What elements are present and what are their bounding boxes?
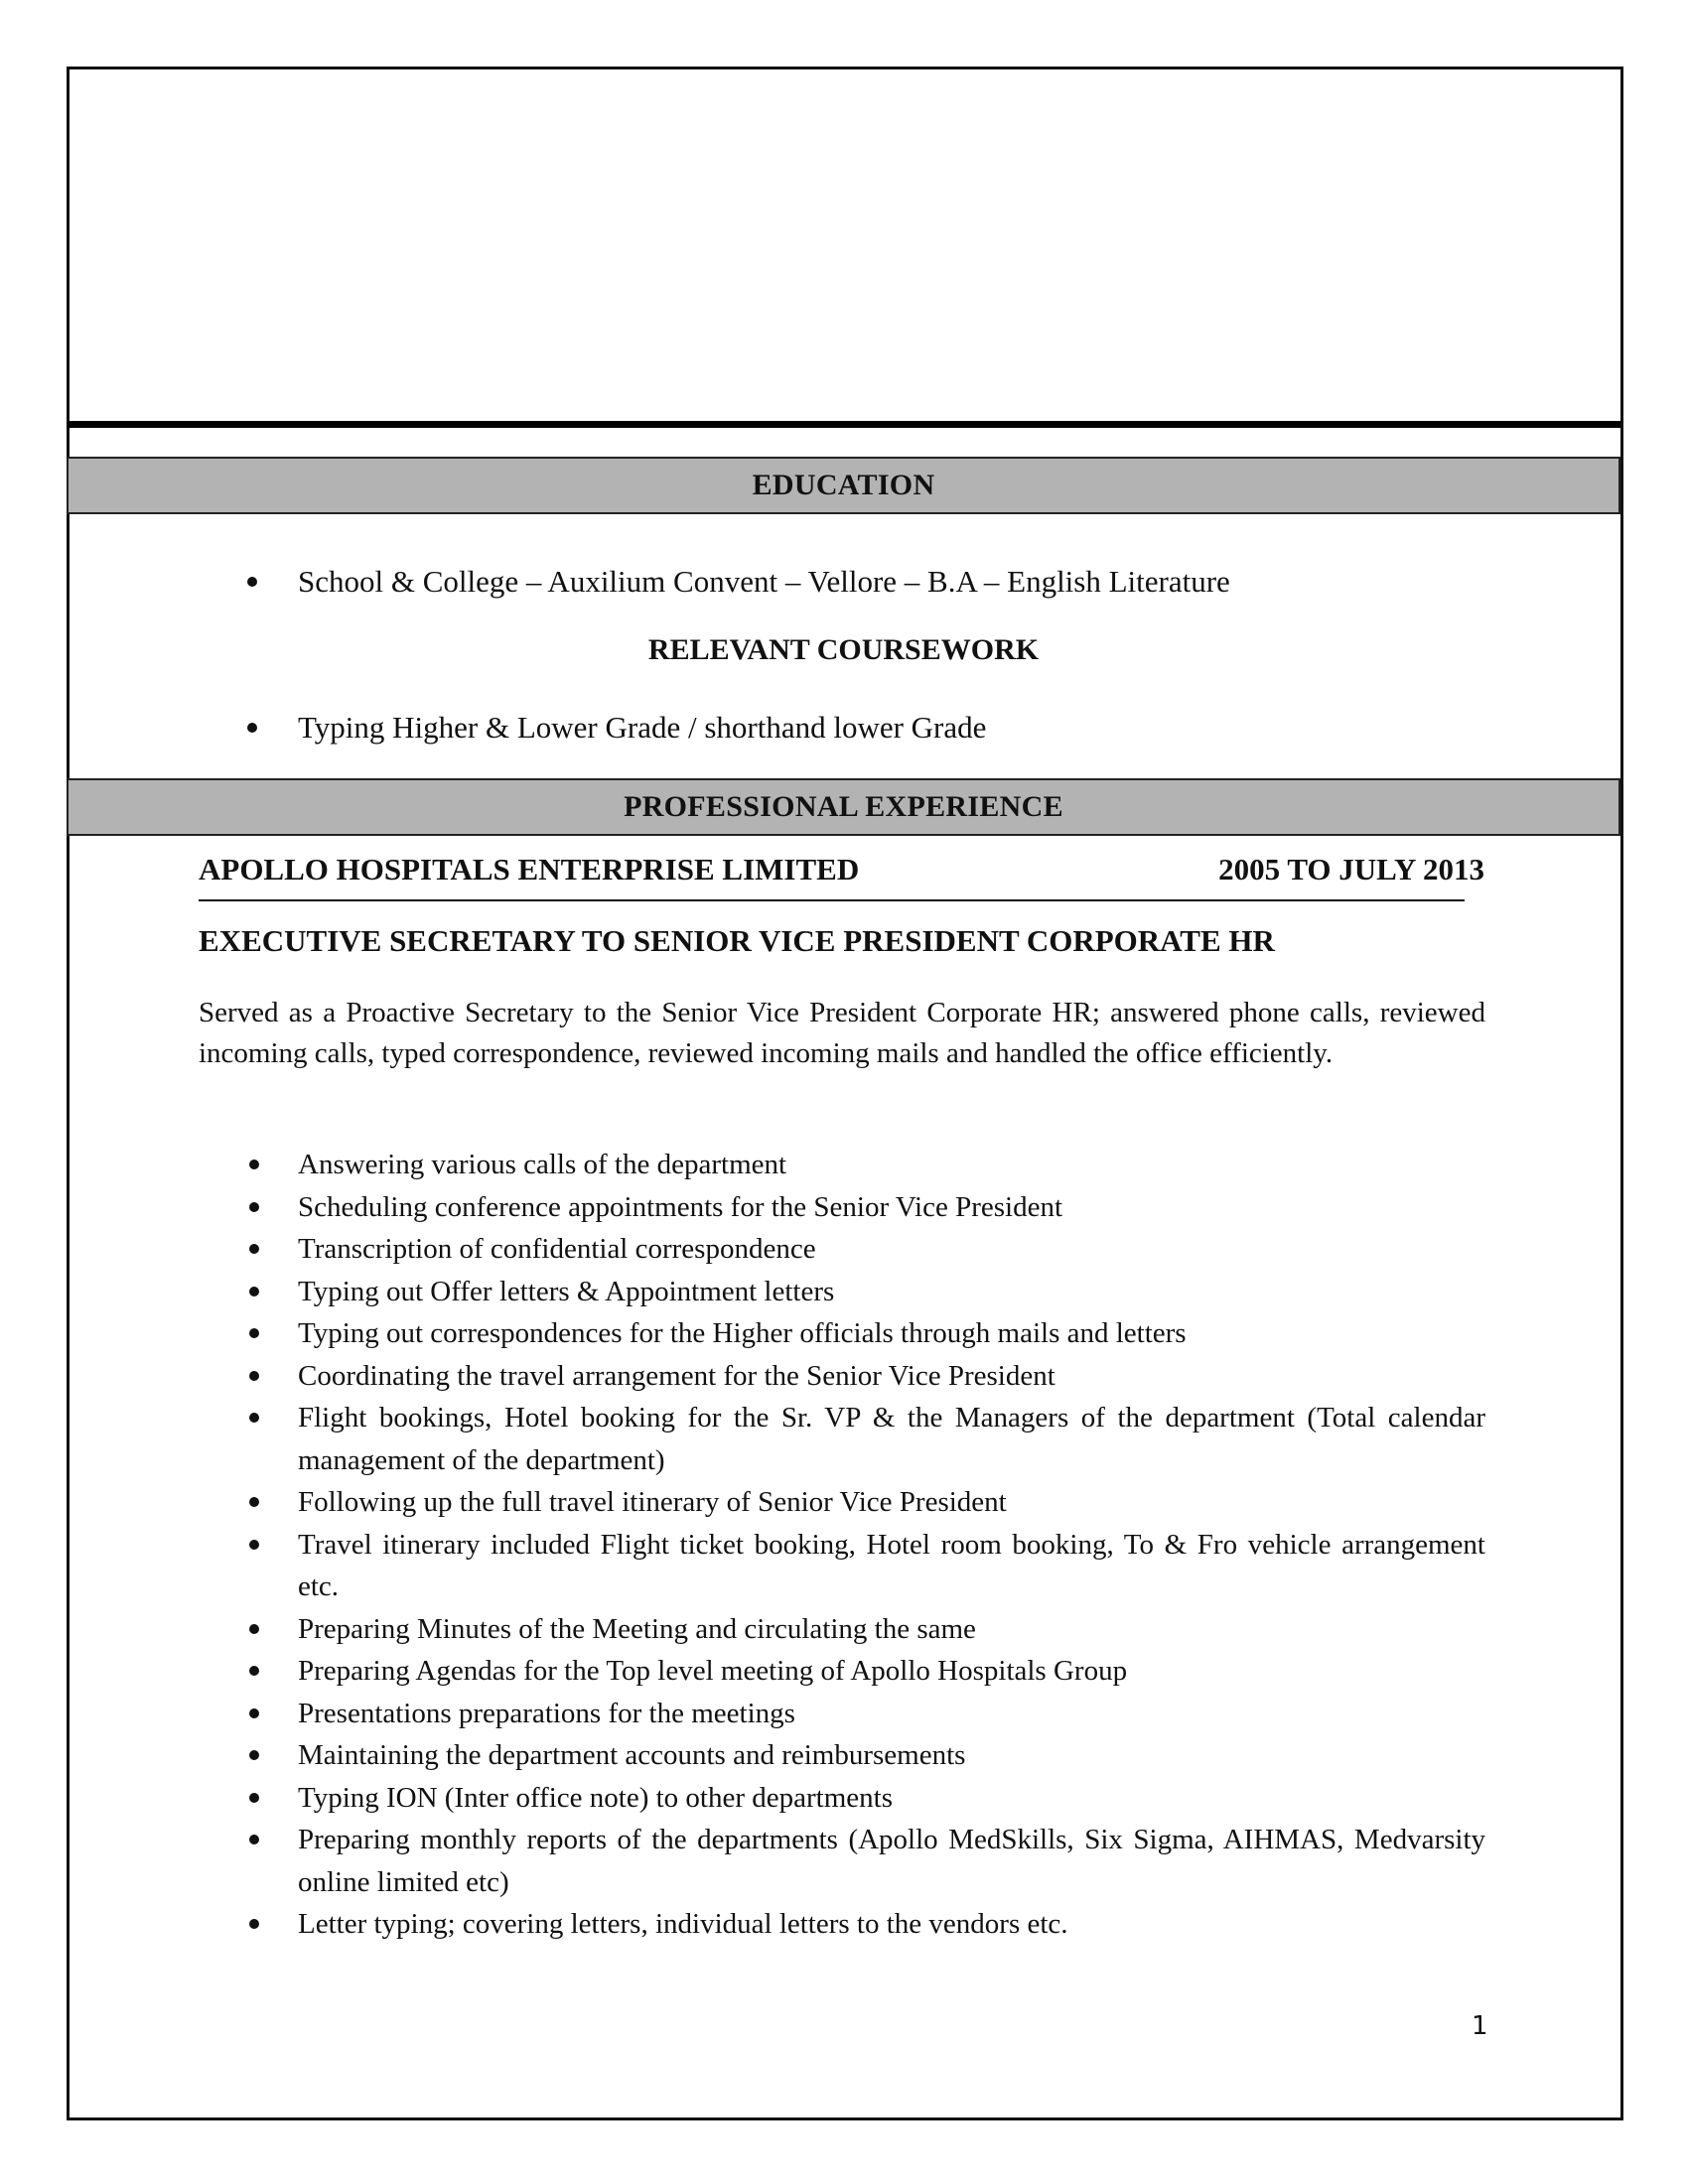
duty-item [243,1186,1485,1229]
duty-text: Typing ION (Inter office note) to other departments [298,1781,893,1814]
experience-section-header [67,778,1620,836]
education-item [243,560,1489,603]
coursework-heading: RELEVANT COURSEWORK [647,633,1040,666]
duty-text: Transcription of confidential correspondence [298,1233,816,1265]
duty-text: Flight bookings, Hotel booking for the Sr. VP & the Managers of the department (Total calendar management of the department) [298,1402,1485,1476]
duty-item [243,1734,1485,1777]
education-item-text: School & College – Auxilium Convent – Vellore – B.A – English Literature [298,564,1230,599]
duty-text: Travel itinerary included Flight ticket booking, Hotel room booking, To & Fro vehicle arrangement etc. [298,1528,1485,1602]
duty-item [243,1777,1485,1820]
bullet-icon [243,1608,298,1651]
duty-text: Preparing monthly reports of the departments (Apollo MedSkills, Six Sigma, AIHMAS, Medvarsity online limited etc) [298,1824,1485,1898]
employer-name: APOLLO HOSPITALS ENTERPRISE LIMITED [199,852,860,887]
header-divider [67,421,1620,428]
bullet-icon [243,1734,298,1777]
employer-underline [199,899,1465,901]
duty-text: Coordinating the travel arrangement for the Senior Vice President [298,1359,1055,1392]
duty-item [243,1524,1485,1608]
duty-item [243,1903,1485,1946]
duty-item [243,1608,1485,1651]
bullet-icon [243,1144,298,1186]
bullet-icon [243,1355,298,1398]
bullet-icon [243,1481,298,1524]
bullet-icon [243,1693,298,1735]
duties-list [243,1144,1485,1946]
coursework-item [243,706,1489,749]
duty-item [243,1650,1485,1693]
duty-text: Maintaining the department accounts and reimbursements [298,1739,966,1771]
duty-item [243,1819,1485,1903]
duty-item [243,1397,1485,1481]
duty-text: Presentations preparations for the meetings [298,1697,795,1729]
bullet-icon [243,1228,298,1271]
duty-text: Letter typing; covering letters, individual letters to the vendors etc. [298,1908,1068,1940]
duty-item [243,1355,1485,1398]
duty-item [243,1312,1485,1355]
bullet-icon [243,1819,298,1903]
employment-dates: 2005 TO JULY 2013 [1218,852,1484,887]
job-summary: Served as a Proactive Secretary to the Senior Vice President Corporate HR; answered phone calls, reviewed incoming calls, typed correspondence, reviewed incoming mails and handled the office efficiently. [199,997,1485,1069]
duty-text: Typing out correspondences for the Higher officials through mails and letters [298,1317,1187,1349]
bullet-icon [243,1903,298,1946]
duty-text: Preparing Minutes of the Meeting and circulating the same [298,1612,976,1645]
bullet-icon [243,706,298,749]
bullet-icon [243,1312,298,1355]
duty-text: Typing out Offer letters & Appointment letters [298,1275,835,1307]
education-heading: EDUCATION [752,469,935,501]
duty-text: Following up the full travel itinerary of Senior Vice President [298,1486,1007,1518]
employer-row [199,852,1484,887]
bullet-icon [243,1186,298,1229]
duty-item [243,1228,1485,1271]
bullet-icon [243,1397,298,1481]
duty-item [243,1693,1485,1735]
duty-item [243,1481,1485,1524]
page-number: 1 [1472,2011,1488,2041]
bullet-icon [243,1650,298,1693]
bullet-icon [243,1524,298,1608]
bullet-icon [243,1777,298,1820]
education-section-header [67,457,1620,514]
job-title: EXECUTIVE SECRETARY TO SENIOR VICE PRESIDENT CORPORATE HR [199,923,1275,958]
duty-item [243,1144,1485,1186]
duty-text: Scheduling conference appointments for the Senior Vice President [298,1190,1063,1223]
experience-heading: PROFESSIONAL EXPERIENCE [624,790,1063,823]
duty-text: Answering various calls of the department [298,1149,787,1180]
duty-text: Preparing Agendas for the Top level meeting of Apollo Hospitals Group [298,1655,1128,1687]
coursework-item-text: Typing Higher & Lower Grade / shorthand lower Grade [298,710,987,745]
bullet-icon [243,1271,298,1313]
bullet-icon [243,560,298,603]
duty-item [243,1271,1485,1313]
